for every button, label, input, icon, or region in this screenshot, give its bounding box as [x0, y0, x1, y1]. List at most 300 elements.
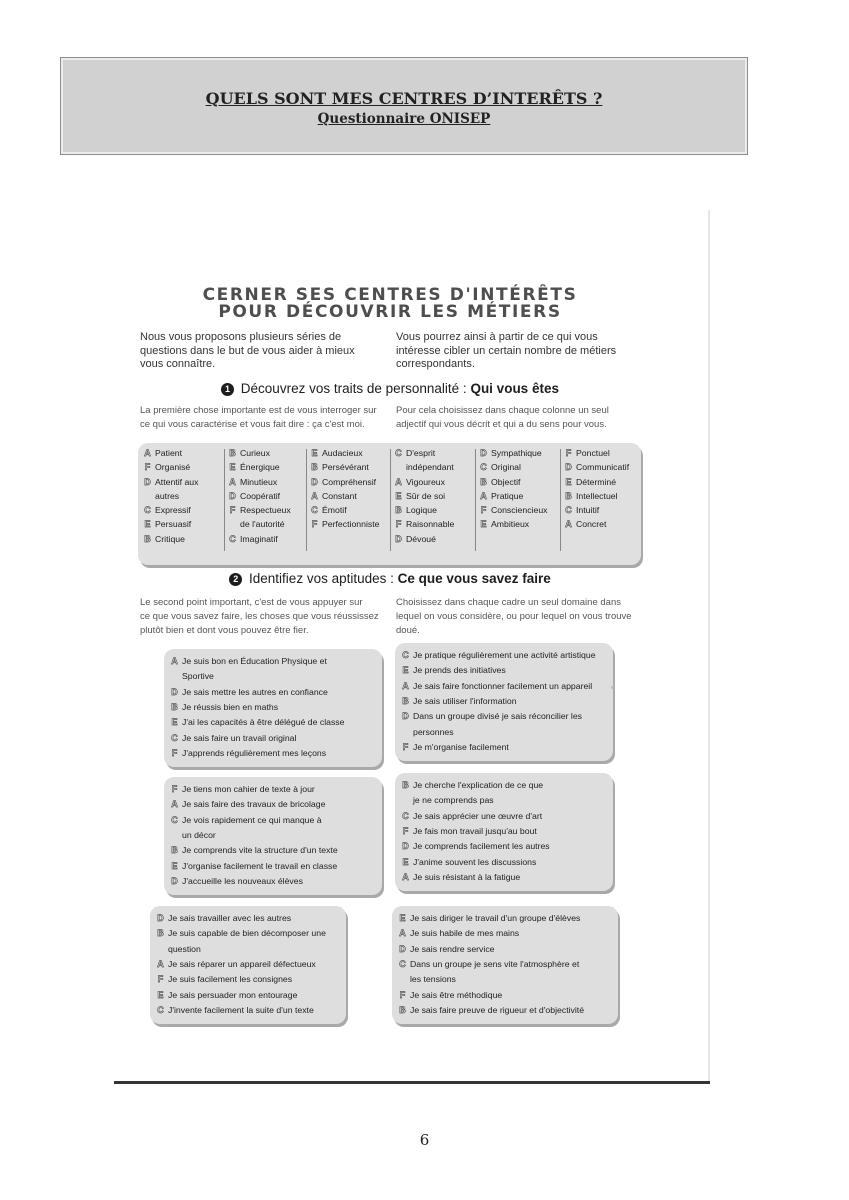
scan-speck — [611, 686, 614, 689]
traits-column — [479, 446, 548, 532]
section1-label-bold: Qui vous êtes — [470, 381, 559, 396]
trait-label — [155, 532, 185, 546]
letter-badge: E — [399, 913, 406, 923]
trait-label — [576, 517, 606, 531]
trait-item[interactable] — [310, 460, 379, 474]
trait-label — [406, 446, 454, 475]
aptitude-label: Je sais être méthodique — [410, 989, 503, 1000]
letter-badge: E — [171, 717, 178, 728]
aptitude-item[interactable] — [398, 988, 614, 1003]
aptitude-item[interactable] — [398, 957, 614, 972]
trait-item[interactable] — [479, 517, 548, 531]
column-divider — [475, 449, 476, 551]
trait-label-line: Persuasif — [155, 519, 192, 530]
column-divider — [306, 449, 307, 551]
trait-label-line: Perfectionniste — [322, 519, 380, 530]
letter-badge: F — [157, 974, 164, 985]
letter-badge: F — [395, 519, 402, 530]
section2-text-line: plutôt bien et dont vous pouvez être fier. — [140, 625, 309, 636]
trait-label-line: Curieux — [240, 448, 270, 458]
trait-label — [155, 475, 198, 504]
letter-badge: E — [480, 519, 487, 530]
page-number: 6 — [419, 1131, 430, 1149]
trait-label-line: autres — [155, 490, 180, 501]
page-header-banner — [60, 57, 748, 155]
traits-column — [394, 446, 454, 546]
intro-left-line: questions dans le but de vous aider à mieux — [140, 344, 355, 357]
trait-label — [155, 460, 190, 474]
trait-item[interactable] — [310, 517, 379, 531]
letter-badge: B — [311, 462, 318, 473]
trait-item[interactable] — [228, 446, 291, 460]
aptitude-box — [164, 649, 382, 767]
trait-label — [406, 517, 454, 531]
aptitude-label: Dans un groupe divisé je sais réconcilier les — [413, 711, 583, 722]
trait-item[interactable] — [564, 446, 629, 460]
aptitude-item[interactable] — [156, 988, 342, 1003]
letter-badge: B — [229, 448, 236, 458]
letter-badge: B — [144, 533, 151, 544]
aptitude-item[interactable] — [170, 685, 378, 700]
letter-badge: F — [402, 825, 409, 836]
aptitude-label: Je tiens mon cahier de texte à jour — [182, 784, 315, 794]
trait-item[interactable] — [143, 532, 198, 546]
letter-badge: D — [311, 476, 318, 487]
aptitude-item[interactable] — [401, 870, 609, 885]
aptitude-label: Je sais persuader mon entourage — [168, 989, 298, 1000]
aptitude-label: personnes — [413, 726, 454, 737]
letter-badge: A — [171, 799, 178, 810]
letter-badge: E — [402, 856, 409, 867]
section2-text-line: Le second point important, c'est de vous appuyer sur — [140, 597, 363, 608]
aptitude-item[interactable] — [170, 874, 378, 889]
section2-label-bold: Ce que vous savez faire — [397, 571, 551, 586]
aptitude-item[interactable] — [401, 839, 609, 854]
letter-badge: B — [402, 780, 409, 790]
trait-item[interactable] — [479, 446, 548, 460]
trait-label — [240, 475, 277, 489]
letter-badge: B — [395, 505, 402, 516]
letter-badge: A — [402, 680, 409, 691]
aptitude-label: Je sais faire un travail original — [182, 732, 297, 743]
trait-item[interactable] — [310, 489, 379, 503]
aptitude-item-continuation — [401, 793, 609, 808]
aptitude-item[interactable] — [401, 824, 609, 839]
aptitude-item[interactable] — [401, 709, 609, 724]
aptitude-label: Je vois rapidement ce qui manque à — [182, 814, 322, 825]
aptitude-item[interactable] — [156, 926, 342, 941]
trait-label-line: Respectueux — [240, 505, 291, 516]
trait-item[interactable] — [143, 517, 198, 531]
aptitude-label: J'apprends régulièrement mes leçons — [182, 747, 327, 758]
intro-left-line: vous connaître. — [140, 358, 216, 370]
trait-label — [491, 460, 521, 474]
aptitude-item-continuation — [170, 669, 378, 684]
trait-label — [491, 503, 548, 517]
letter-badge: A — [157, 958, 164, 969]
letter-badge: D — [402, 711, 409, 722]
trait-label — [322, 460, 369, 474]
letter-badge: C — [229, 533, 236, 544]
letter-badge: C — [402, 810, 409, 821]
aptitude-item-continuation — [398, 972, 614, 987]
aptitude-item[interactable] — [156, 1003, 342, 1018]
aptitude-label: Je suis habile de mes mains — [410, 928, 520, 939]
section2-text-line: Choisissez dans chaque cadre un seul domaine dans — [396, 597, 621, 608]
trait-label — [406, 532, 436, 546]
aptitude-label: Je sais rendre service — [410, 943, 495, 954]
trait-label — [576, 503, 599, 517]
trait-label-line: Ambitieux — [491, 519, 530, 530]
aptitude-item[interactable] — [170, 797, 378, 812]
letter-badge: D — [395, 533, 402, 544]
column-divider — [560, 449, 561, 551]
trait-label-line: Dévoué — [406, 533, 436, 544]
trait-item[interactable] — [564, 489, 629, 503]
aptitude-item[interactable] — [156, 972, 342, 987]
aptitude-label: Je sais faire fonctionner facilement un appareil — [413, 680, 593, 691]
aptitude-label: Je prends des initiatives — [413, 665, 506, 676]
trait-label — [155, 503, 191, 517]
trait-item[interactable] — [143, 446, 198, 460]
aptitude-item[interactable] — [170, 782, 378, 797]
letter-badge: D — [171, 875, 178, 886]
letter-badge: C — [311, 505, 318, 516]
trait-label-line: Énergique — [240, 462, 280, 473]
aptitude-item[interactable] — [401, 648, 609, 663]
aptitude-item[interactable] — [401, 679, 609, 694]
aptitude-label: Je sais apprécier une œuvre d'art — [413, 810, 543, 821]
letter-badge: F — [171, 747, 178, 758]
trait-label-line: Intellectuel — [576, 490, 618, 501]
aptitude-item[interactable] — [170, 746, 378, 761]
trait-label-line: Pratique — [491, 490, 524, 501]
aptitude-item-continuation — [156, 942, 342, 957]
trait-label-line: Consciencieux — [491, 505, 548, 516]
trait-label — [491, 446, 542, 460]
aptitude-box — [392, 906, 618, 1024]
trait-label-line: Objectif — [491, 476, 521, 487]
trait-item[interactable] — [228, 460, 291, 474]
trait-label-line: Ponctuel — [576, 448, 610, 458]
letter-badge: E — [402, 665, 409, 676]
letter-badge: D — [171, 686, 178, 697]
trait-item[interactable] — [479, 460, 548, 474]
aptitude-label: Je cherche l'explication de ce que — [413, 780, 544, 790]
intro-left — [140, 331, 355, 372]
aptitude-label: Je comprends vite la structure d'un texte — [182, 845, 338, 856]
aptitude-item[interactable] — [398, 911, 614, 926]
trait-label-line: Logique — [406, 505, 437, 516]
aptitude-label: Je sais diriger le travail d'un groupe d'élèves — [410, 913, 581, 923]
trait-label-line: Compréhensif — [322, 476, 377, 487]
trait-item[interactable] — [310, 503, 379, 517]
trait-label-line: indépendant — [406, 462, 454, 473]
letter-badge: E — [144, 519, 151, 530]
aptitude-label: Je réussis bien en maths — [182, 701, 279, 712]
trait-label-line: Vigoureux — [406, 476, 445, 487]
letter-badge: D — [144, 476, 151, 487]
aptitude-label: Je suis résistant à la fatigue — [413, 871, 521, 882]
aptitude-label: Je fais mon travail jusqu'au bout — [413, 825, 537, 836]
trait-label-line: Coopératif — [240, 490, 281, 501]
trait-label — [491, 517, 529, 531]
trait-label-line: Persévérant — [322, 462, 369, 473]
aptitude-label: Je sais mettre les autres en confiance — [182, 686, 328, 697]
trait-label-line: Constant — [322, 490, 357, 501]
trait-label — [406, 489, 445, 503]
intro-right-line: Vous pourrez ainsi à partir de ce qui vous — [396, 331, 598, 343]
trait-item[interactable] — [394, 517, 454, 531]
aptitude-label: Je suis bon en Éducation Physique et — [182, 656, 327, 666]
aptitude-label: Je sais faire preuve de rigueur et d'objectivité — [410, 1004, 585, 1015]
section2-text-line: doué. — [396, 625, 420, 636]
traits-column — [310, 446, 379, 532]
document-title-line1: CERNER SES CENTRES D'INTÉRÊTS — [202, 285, 578, 305]
trait-item[interactable] — [143, 475, 198, 504]
aptitude-item[interactable] — [170, 859, 378, 874]
trait-item[interactable] — [310, 475, 379, 489]
trait-label — [406, 503, 437, 517]
scan-bottom-rule — [114, 1081, 710, 1084]
aptitude-label: un décor — [182, 829, 216, 840]
trait-item[interactable] — [228, 475, 291, 489]
aptitude-label: Je pratique régulièrement une activité artistique — [413, 650, 596, 660]
section2-text-right — [396, 596, 632, 638]
letter-badge: C — [157, 1004, 164, 1015]
trait-label-line: Raisonnable — [406, 519, 455, 530]
aptitude-label: J'invente facilement la suite d'un texte — [168, 1004, 314, 1015]
letter-badge: A — [144, 448, 151, 458]
traits-column — [564, 446, 629, 532]
trait-label — [576, 475, 616, 489]
section2-text-line: ce que vous savez faire, les choses que vous réussissez — [140, 611, 379, 622]
trait-item[interactable] — [394, 532, 454, 546]
traits-table — [138, 443, 641, 565]
document-title-line2: POUR DÉCOUVRIR LES MÉTIERS — [218, 302, 562, 322]
aptitude-item[interactable] — [156, 957, 342, 972]
aptitude-label: Dans un groupe je sens vite l'atmosphère et — [410, 958, 580, 969]
trait-label — [240, 532, 278, 546]
aptitude-item[interactable] — [170, 654, 378, 669]
intro-right-line: correspondants. — [396, 358, 475, 370]
letter-badge: F — [311, 519, 318, 530]
trait-label-line: Sûr de soi — [406, 490, 446, 501]
trait-label — [240, 503, 291, 532]
trait-label-line: Attentif aux — [155, 476, 199, 487]
letter-badge: D — [157, 913, 164, 923]
trait-label-line: Concret — [576, 519, 607, 530]
trait-label-line: de l'autorité — [240, 519, 285, 530]
aptitude-label: J'anime souvent les discussions — [413, 856, 537, 867]
letter-badge: A — [565, 519, 572, 530]
trait-item[interactable] — [143, 460, 198, 474]
letter-badge: F — [144, 462, 151, 473]
letter-badge: D — [480, 448, 487, 458]
section2-label: Identifiez vos aptitudes : — [249, 571, 394, 586]
trait-item[interactable] — [479, 489, 548, 503]
trait-label — [491, 475, 520, 489]
aptitude-item[interactable] — [156, 911, 342, 926]
letter-badge: D — [402, 841, 409, 852]
section1-text-line: adjectif qui vous décrit et qui a du sens pour vous. — [396, 419, 607, 430]
aptitude-item[interactable] — [398, 1003, 614, 1018]
letter-badge: E — [311, 448, 318, 458]
letter-badge: A — [229, 476, 236, 487]
letter-badge: C — [171, 732, 178, 743]
traits-column — [228, 446, 291, 546]
aptitude-label: Je m'organise facilement — [413, 741, 509, 752]
trait-label-line: Intuitif — [576, 505, 600, 516]
aptitude-box — [395, 773, 613, 891]
aptitude-box — [164, 777, 382, 895]
trait-label — [322, 517, 379, 531]
letter-badge: C — [565, 505, 572, 516]
scan-edge — [708, 210, 710, 1084]
intro-right — [396, 331, 616, 372]
column-divider — [390, 449, 391, 551]
traits-column — [143, 446, 198, 546]
trait-label — [576, 460, 629, 474]
trait-item[interactable] — [310, 446, 379, 460]
trait-label — [240, 446, 270, 460]
aptitude-label: Je sais utiliser l'information — [413, 695, 517, 706]
trait-label — [322, 446, 363, 460]
column-divider — [224, 449, 225, 551]
letter-badge: B — [399, 1004, 406, 1015]
letter-badge: B — [157, 928, 164, 939]
letter-badge: A — [402, 871, 409, 882]
aptitude-item[interactable] — [170, 843, 378, 858]
aptitude-item[interactable] — [401, 694, 609, 709]
aptitude-label: J'ai les capacités à être délégué de classe — [182, 717, 345, 728]
aptitude-label: J'accueille les nouveaux élèves — [182, 875, 303, 886]
trait-item[interactable] — [394, 475, 454, 489]
trait-item[interactable] — [564, 475, 629, 489]
trait-item[interactable] — [564, 460, 629, 474]
letter-badge: E — [171, 860, 178, 871]
aptitude-label: je ne comprends pas — [413, 795, 494, 806]
aptitude-box — [150, 906, 346, 1024]
letter-badge: B — [171, 845, 178, 856]
trait-item[interactable] — [228, 532, 291, 546]
letter-badge: C — [402, 650, 409, 660]
trait-label-line: Audacieux — [322, 448, 363, 458]
intro-right-line: intéresse cibler un certain nombre de métiers — [396, 344, 617, 357]
letter-badge: B — [402, 695, 409, 706]
trait-item[interactable] — [394, 503, 454, 517]
trait-item[interactable] — [394, 489, 454, 503]
letter-badge: F — [402, 741, 409, 752]
trait-item[interactable] — [564, 517, 629, 531]
aptitude-item[interactable] — [170, 813, 378, 828]
section2-heading — [140, 571, 640, 586]
letter-badge: E — [229, 462, 236, 473]
aptitude-label: Je comprends facilement les autres — [413, 841, 550, 852]
trait-label-line: Minutieux — [240, 476, 278, 487]
trait-label — [576, 489, 618, 503]
trait-label-line: Émotif — [322, 505, 347, 516]
letter-badge: C — [395, 448, 402, 458]
aptitude-label: Sportive — [182, 671, 214, 682]
letter-badge: E — [565, 476, 572, 487]
section2-number: 2 — [229, 573, 242, 586]
trait-label-line: Expressif — [155, 505, 191, 516]
trait-item[interactable] — [228, 489, 291, 503]
letter-badge: D — [565, 462, 572, 473]
letter-badge: F — [171, 784, 178, 794]
letter-badge: F — [229, 505, 236, 516]
trait-item[interactable] — [143, 503, 198, 517]
section2-text-line: lequel on vous considère, ou pour lequel on vous trouve — [396, 611, 632, 622]
trait-label — [240, 489, 280, 503]
letter-badge: F — [399, 989, 406, 1000]
trait-item[interactable] — [228, 503, 291, 532]
letter-badge: F — [565, 448, 572, 458]
section1-text-left — [140, 404, 377, 432]
section1-text-right — [396, 404, 609, 432]
trait-item[interactable] — [479, 475, 548, 489]
trait-label — [576, 446, 610, 460]
section1-text-line: ce qui vous caractérise et vous fait dire : ça c'est moi. — [140, 419, 365, 430]
trait-item[interactable] — [479, 503, 548, 517]
aptitude-item-continuation — [401, 725, 609, 740]
section2-text-left — [140, 596, 379, 638]
trait-label-line: Patient — [155, 448, 183, 458]
trait-item[interactable] — [394, 446, 454, 475]
trait-label — [155, 446, 182, 460]
letter-badge: A — [399, 928, 406, 939]
aptitude-item[interactable] — [170, 700, 378, 715]
section1-text-line: La première chose importante est de vous interroger sur — [140, 405, 377, 416]
aptitude-label: question — [168, 943, 201, 954]
trait-label — [322, 475, 376, 489]
aptitude-item[interactable] — [170, 715, 378, 730]
intro-left-line: Nous vous proposons plusieurs séries de — [140, 331, 342, 343]
aptitude-item-continuation — [170, 828, 378, 843]
trait-item[interactable] — [564, 503, 629, 517]
aptitude-label: Je suis facilement les consignes — [168, 974, 293, 985]
trait-label — [322, 503, 347, 517]
letter-badge: D — [399, 943, 406, 954]
trait-label-line: Communicatif — [576, 462, 630, 473]
trait-label-line: Déterminé — [576, 476, 617, 487]
trait-label-line: Organisé — [155, 462, 191, 473]
letter-badge: A — [311, 490, 318, 501]
aptitude-item[interactable] — [398, 942, 614, 957]
letter-badge: C — [480, 462, 487, 473]
aptitude-item[interactable] — [401, 809, 609, 824]
section1-number: 1 — [221, 383, 234, 396]
trait-label-line: Imaginatif — [240, 533, 278, 544]
aptitude-item[interactable] — [398, 926, 614, 941]
aptitude-item[interactable] — [401, 855, 609, 870]
trait-label — [322, 489, 357, 503]
aptitude-item[interactable] — [170, 731, 378, 746]
trait-label — [406, 475, 445, 489]
aptitude-item[interactable] — [401, 778, 609, 793]
aptitude-item[interactable] — [401, 663, 609, 678]
letter-badge: A — [395, 476, 402, 487]
aptitude-item[interactable] — [401, 740, 609, 755]
aptitude-label: Je suis capable de bien décomposer une — [168, 928, 326, 939]
aptitude-label: J'organise facilement le travail en classe — [182, 860, 338, 871]
aptitude-box — [395, 643, 613, 761]
letter-badge: B — [565, 490, 572, 501]
letter-badge: F — [480, 505, 487, 516]
letter-badge: E — [395, 490, 402, 501]
letter-badge: D — [229, 490, 236, 501]
